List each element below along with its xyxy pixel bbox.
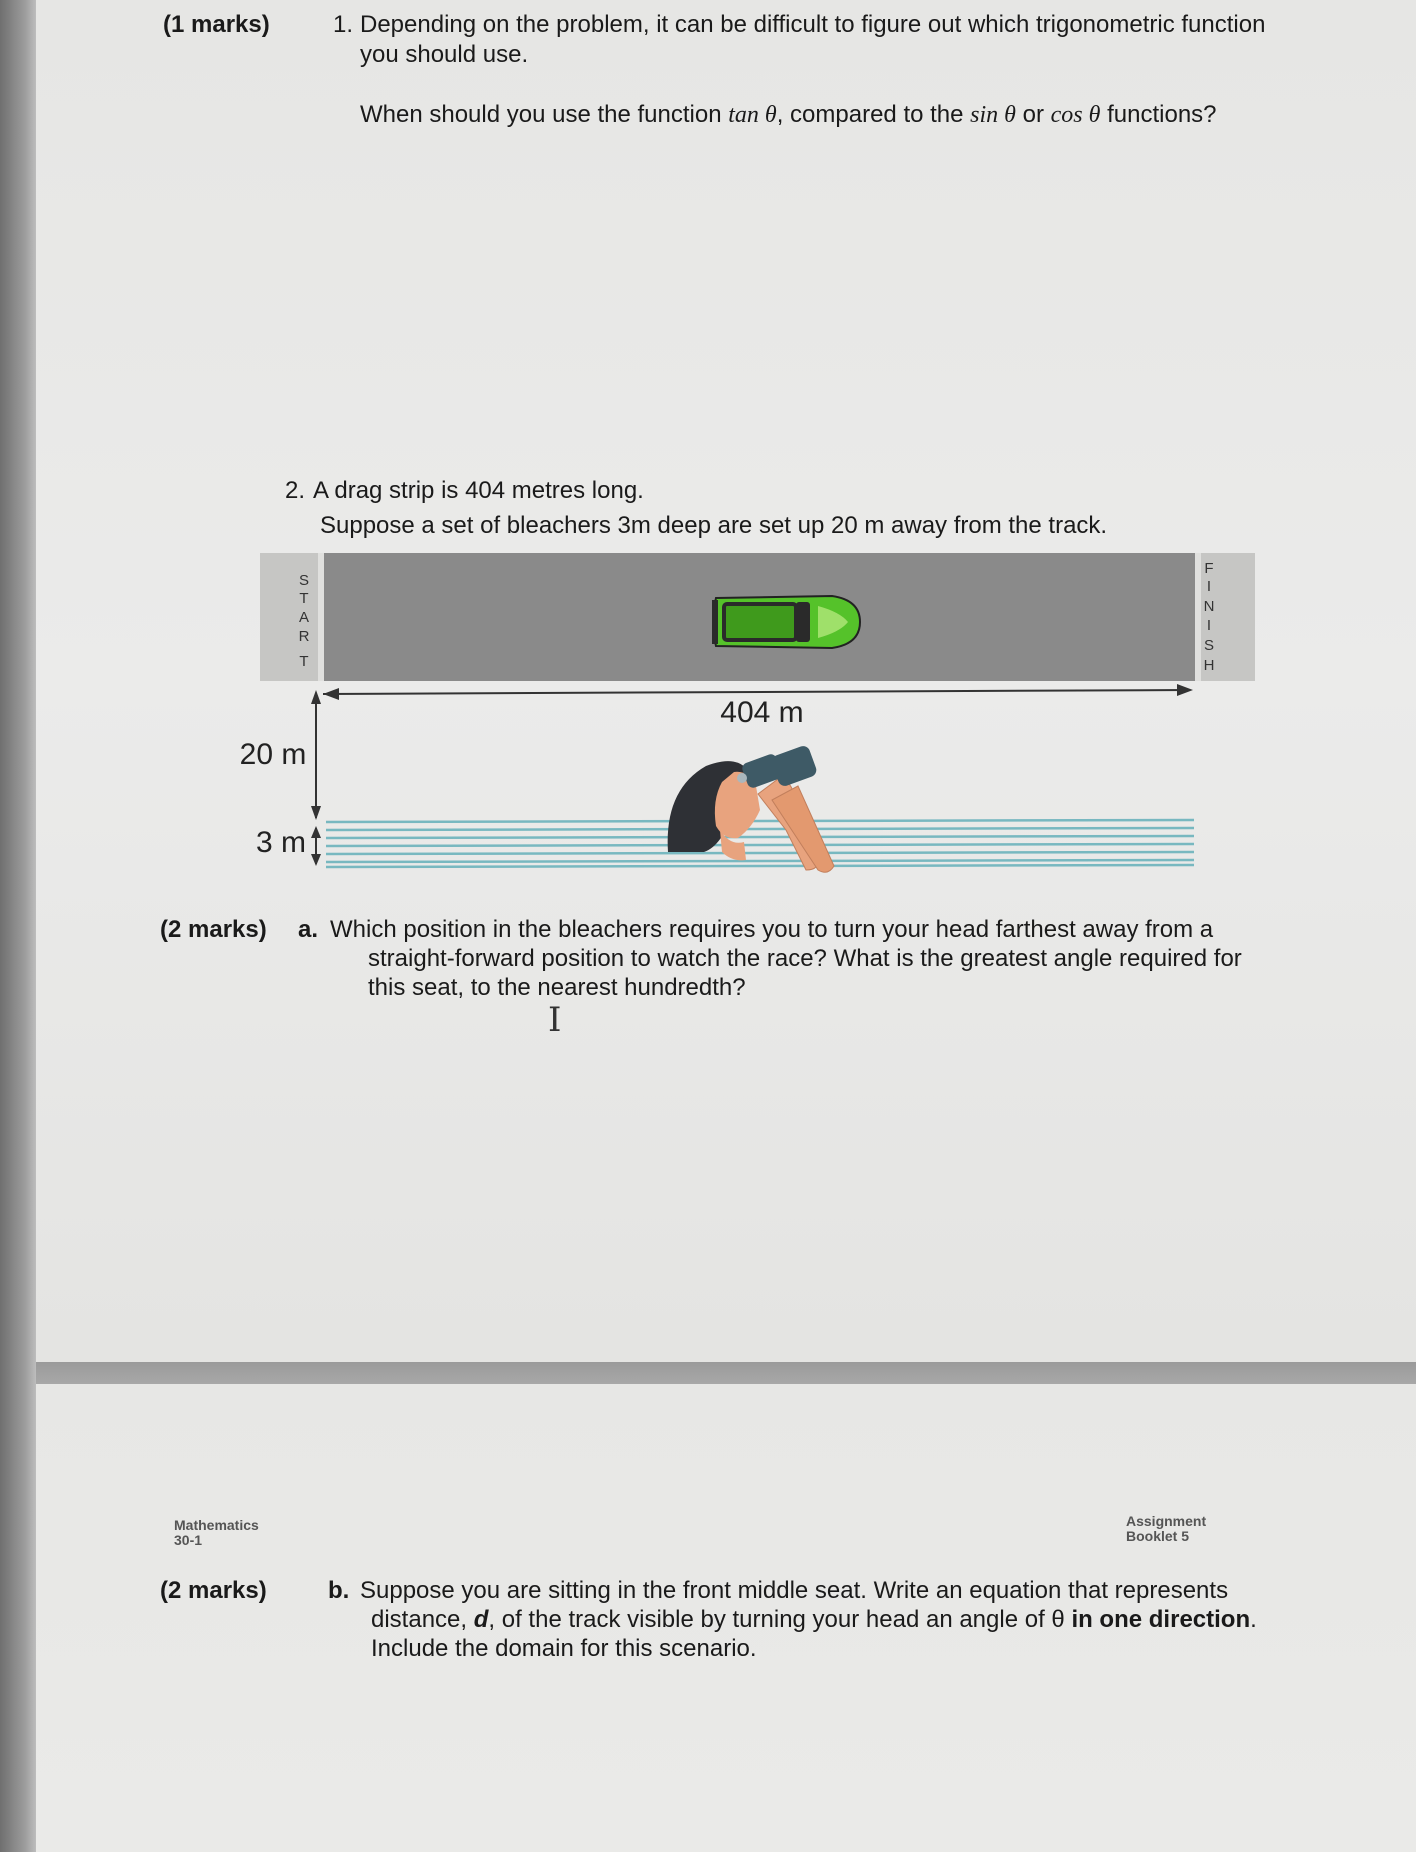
q1-line2: you should use. — [360, 41, 529, 68]
distance-arrow-bottom-head — [311, 806, 321, 820]
finish-letter: S — [1203, 637, 1215, 654]
footer-left — [174, 1518, 259, 1548]
qb-line2 — [371, 1605, 1257, 1635]
start-strip — [260, 553, 324, 681]
qb-line1: Suppose you are sitting in the front middle seat. Write an equation that represents — [360, 1577, 1229, 1604]
footer-right — [1126, 1514, 1206, 1544]
finish-letter: N — [1203, 598, 1215, 615]
depth-label: 3 m — [255, 826, 307, 859]
qb-letter: b. — [328, 1577, 350, 1604]
q1-or: or — [1022, 101, 1044, 128]
depth-arrow-bottom-head — [311, 854, 321, 866]
drag-strip-diagram — [0, 0, 1416, 900]
qa-letter: a. — [298, 916, 319, 943]
start-letter: R — [298, 628, 310, 645]
q1-ask-part1: When should you use the function — [360, 101, 722, 128]
footer-assignment: Assignment — [1126, 1513, 1207, 1529]
footer-subject: Mathematics — [174, 1517, 259, 1533]
tan-expression: tan θ — [728, 102, 777, 128]
sin-expression: sin θ — [970, 102, 1016, 128]
finish-letter: I — [1206, 578, 1212, 595]
start-letter: T — [299, 653, 309, 670]
finish-letter: I — [1206, 617, 1212, 634]
finish-letter: F — [1204, 560, 1214, 577]
start-line — [318, 553, 324, 681]
q1-line1: Depending on the problem, it can be difficult to figure out which trigonometric function — [360, 11, 1266, 38]
q1-marks: (1 marks) — [163, 11, 270, 38]
qa-marks: (2 marks) — [160, 916, 267, 943]
finish-letter: H — [1203, 657, 1215, 674]
distance-arrow-top-head — [311, 690, 321, 704]
footer-course: 30-1 — [174, 1532, 203, 1548]
qb-line3: Include the domain for this scenario. — [371, 1635, 757, 1662]
q1-ask-part2: , compared to the — [776, 101, 964, 128]
q1-number: 1. — [333, 11, 354, 38]
page-divider — [36, 1362, 1416, 1384]
text-cursor-icon: I — [548, 1000, 562, 1040]
length-label: 404 m — [720, 696, 804, 729]
depth-arrow-top-head — [311, 826, 321, 838]
start-label — [299, 572, 310, 670]
qb-marks: (2 marks) — [160, 1577, 267, 1604]
q2-line2: Suppose a set of bleachers 3m deep are set up 20 m away from the track. — [320, 512, 1108, 539]
length-arrow-right-head — [1177, 684, 1193, 696]
q1-ask-part3: functions? — [1107, 101, 1217, 128]
start-letter: T — [299, 590, 309, 607]
start-letter: S — [298, 572, 310, 589]
race-car — [712, 596, 860, 648]
length-arrow-left-head — [323, 688, 339, 700]
qa-line3: this seat, to the nearest hundredth? — [368, 974, 746, 1001]
qa-line1: Which position in the bleachers requires you to turn your head farthest away from a — [330, 916, 1214, 943]
qb-line2-a: distance, — [371, 1606, 468, 1633]
qa-line2: straight-forward position to watch the race? What is the greatest angle required for — [368, 945, 1242, 972]
qb-line2-end: . — [1250, 1606, 1257, 1633]
start-letter: A — [298, 609, 310, 626]
q2-line1: A drag strip is 404 metres long. — [313, 477, 644, 504]
finish-line — [1195, 553, 1201, 681]
variable-d: d — [473, 1606, 489, 1633]
qb-line2-b: , of the track visible by turning your head an angle of θ — [488, 1606, 1065, 1633]
bleachers — [326, 820, 1194, 867]
length-arrow — [323, 690, 1190, 694]
footer-booklet: Booklet 5 — [1126, 1528, 1190, 1544]
cos-expression: cos θ — [1050, 102, 1101, 128]
qb-emphasis: in one direction — [1071, 1606, 1251, 1633]
distance-label: 20 m — [239, 738, 307, 771]
q2-number: 2. — [285, 477, 306, 504]
